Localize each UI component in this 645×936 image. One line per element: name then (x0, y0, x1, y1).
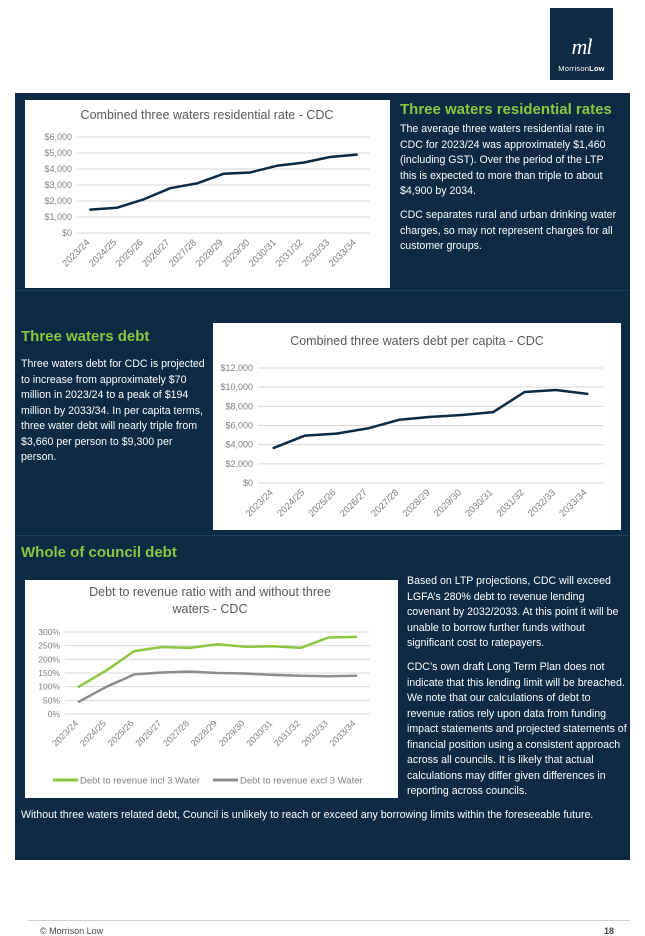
x-tick-label: 2030/31 (244, 718, 275, 749)
chart-title: Combined three waters debt per capita - CDC (290, 334, 544, 348)
residential-rate-chart-svg (25, 100, 390, 288)
x-tick-label: 2029/30 (216, 718, 247, 749)
y-tick-label: 50% (42, 695, 60, 706)
x-tick-label: 2026/27 (133, 718, 164, 749)
y-tick-label: $4,000 (44, 164, 72, 174)
x-tick-label: 2030/31 (246, 237, 279, 270)
series-line (274, 390, 588, 448)
x-tick-label: 2030/31 (463, 487, 496, 520)
y-tick-label: 0% (47, 709, 60, 719)
council-debt-paragraph-1: Based on LTP projections, CDC will exceed LGFA’s 280% debt to revenue lending covenant by 2032/2033. At this point it will be unable to borrow further funds without significant cost to ratepayers. (407, 575, 619, 649)
x-tick-label: 2023/24 (50, 718, 81, 749)
section-divider (15, 290, 630, 291)
y-tick-label: $6,000 (44, 132, 72, 142)
y-tick-label: $3,000 (44, 180, 72, 190)
x-tick-label: 2026/27 (140, 237, 173, 270)
chart-title: Combined three waters residential rate - CDC (80, 108, 334, 122)
footer-copyright: © Morrison Low (40, 926, 104, 936)
x-tick-label: 2024/25 (77, 718, 109, 749)
x-tick-label: 2027/28 (166, 237, 199, 270)
x-tick-label: 2029/30 (431, 487, 464, 520)
x-tick-label: 2024/25 (87, 237, 120, 270)
y-tick-label: $10,000 (220, 382, 253, 393)
chart-title: Debt to revenue ratio with and without three (89, 585, 331, 599)
council-debt-conclusion: Without three waters related debt, Council is unlikely to reach or exceed any borrowing limits within the foreseeable future. (21, 809, 594, 821)
x-tick-label: 2025/26 (105, 718, 136, 749)
x-tick-label: 2028/29 (193, 237, 226, 270)
x-tick-label: 2025/26 (306, 487, 339, 520)
y-tick-label: $1,000 (44, 212, 72, 222)
y-tick-label: $2,000 (44, 196, 72, 206)
x-tick-label: 2031/32 (272, 718, 303, 749)
x-tick-label: 2025/26 (113, 237, 146, 270)
y-tick-label: $12,000 (220, 363, 253, 373)
morrisonlow-logo (550, 8, 613, 80)
y-tick-label: $4,000 (225, 439, 253, 450)
debt-per-capita-chart (213, 323, 621, 530)
x-tick-label: 2027/28 (369, 487, 402, 520)
y-tick-label: 100% (38, 681, 60, 692)
x-tick-label: 2024/25 (275, 487, 308, 520)
x-tick-label: 2028/29 (400, 487, 433, 520)
x-tick-label: 2033/34 (327, 718, 358, 749)
debt-per-capita-chart-svg (213, 323, 621, 530)
logo-mark: ml (571, 34, 592, 59)
y-tick-label: $0 (242, 478, 253, 488)
section-divider (15, 535, 630, 536)
legend-label: Debt to revenue incl 3 Water (80, 775, 201, 787)
y-tick-label: 200% (38, 654, 60, 665)
x-tick-label: 2023/24 (243, 487, 276, 520)
x-tick-label: 2029/30 (220, 237, 253, 270)
section-heading-council-debt: Whole of council debt (21, 544, 177, 561)
rates-paragraph-2: CDC separates rural and urban drinking water charges, so may not represent charges for all customer groups. (400, 209, 617, 252)
council-debt-paragraph-2: CDC’s own draft Long Term Plan does not indicate that this lending limit will be breached. We note that our calculations of debt to revenue ratios rely upon data from funding impact statements and projected statements of financial position using a consistent approach across all councils. It is likely that actual calculations may differ given differences in reporting across councils. (407, 661, 627, 797)
y-tick-label: $5,000 (44, 148, 72, 158)
y-tick-label: $2,000 (225, 458, 253, 469)
section-heading-rates: Three waters residential rates (400, 101, 612, 118)
x-tick-label: 2031/32 (273, 237, 306, 270)
y-tick-label: $6,000 (225, 420, 253, 431)
x-tick-label: 2028/29 (188, 718, 219, 749)
y-tick-label: $0 (61, 228, 72, 238)
x-tick-label: 2032/33 (300, 237, 333, 270)
debt-to-revenue-chart (25, 580, 398, 798)
legend-label: Debt to revenue excl 3 Water (240, 775, 363, 787)
x-tick-label: 2026/27 (337, 487, 370, 520)
residential-rate-chart (25, 100, 390, 288)
y-tick-label: $8,000 (225, 401, 253, 412)
page-number: 18 (604, 926, 615, 936)
debt-to-revenue-chart-svg (25, 580, 398, 798)
section-heading-debt: Three waters debt (21, 328, 150, 345)
y-tick-label: 150% (38, 668, 60, 678)
x-tick-label: 2033/34 (557, 487, 590, 520)
y-tick-label: 300% (38, 627, 60, 637)
x-tick-label: 2033/34 (326, 237, 359, 270)
x-tick-label: 2023/24 (60, 237, 93, 270)
rates-paragraph-1: The average three waters residential rate in CDC for 2023/24 was approximately $1,460 (including GST). Over the period of the LTP this is expected to more than triple to about $4,900 by 2034. (400, 123, 606, 197)
chart-title: waters - CDC (172, 602, 248, 616)
x-tick-label: 2031/32 (494, 487, 527, 520)
x-tick-label: 2032/33 (526, 487, 559, 520)
x-tick-label: 2032/33 (299, 718, 330, 749)
y-tick-label: 250% (38, 640, 60, 651)
x-tick-label: 2027/28 (161, 718, 192, 749)
footer-rule (28, 920, 630, 921)
debt-paragraph: Three waters debt for CDC is projected to increase from approximately $70 million in 2023/24 to a peak of $194 million by 2033/34. In per capita terms, three water debt will nearly triple from $3,660 per person to $9,300 per person. (21, 358, 205, 463)
logo-wordmark: MorrisonLow (558, 64, 605, 73)
